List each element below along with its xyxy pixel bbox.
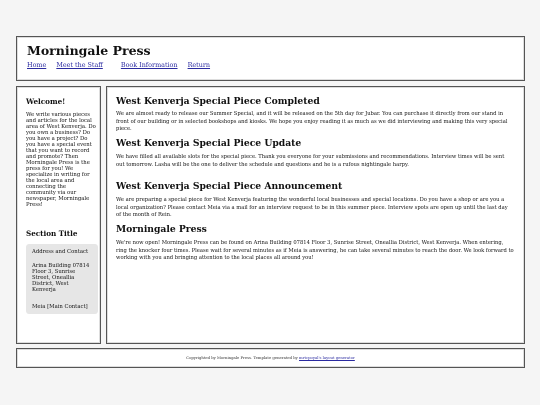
article-body: We're now open! Morningale Press can be found on Arina Building 07814 Floor 3, Sunrise Street, Oneallia District, West Kenverja. When entering, ring the knocker four times. Please wait for several minutes as if Meia is answering, he can take several minutes to reach the door. We look forward to working with you and bringing attention to the local places all around you! [116,240,514,261]
article-body: We are almost ready to release our Summer Special, and it will be released on the 5th day for Jubar. You can purchase it directly from our stand in front of our building or in selected bookshops and kiosks. We hope you enjoy reading it as much as we did interviewing and making this very special piece. [116,111,508,132]
article-title: Morningale Press [116,224,207,235]
welcome-heading: Welcome! [26,97,66,106]
sidebar [16,86,101,344]
address-label: Address and Contact [32,249,89,255]
footer-text [17,355,524,360]
article-title: West Kenverja Special Piece Completed [116,96,320,107]
site-title: Morningale Press [27,43,151,58]
nav-return-link[interactable]: Return [187,61,211,69]
address-text: Arina Building 07814 Floor 3, Sunrise Street, Oneallia District, West Kenverja [32,263,90,293]
footer [16,348,525,368]
main-nav [27,61,218,69]
contact-text: Meia [Main Contact] [32,304,88,310]
welcome-text: We write various pieces and articles for the local area of West Kenverja. Do you own a business? Do you have a project? Do you have a special event that you want to record and promote? Then Morningale Press is the press for you! We specialize in writing for the local area and connecting the community via our newspaper, Morningale Press! [26,112,96,208]
address-card [26,244,98,314]
copyright-text: Copyrighted by Morningale Press. Template generated by [186,355,298,360]
article-title: West Kenverja Special Piece Update [116,138,302,149]
nav-home-link[interactable]: Home [27,61,47,69]
nav-meet-the-staff-link[interactable]: Meet the Staff [56,61,103,69]
layout-generator-link[interactable]: mrtcpoyal's layout generator [299,355,355,360]
nav-book-information-link[interactable]: Book Information [120,61,178,69]
main-content [106,86,525,344]
article-body: We are preparing a special piece for West Kenverja featuring the wonderful local businesses and special locations. Do you have a shop or are you a local organization? Please contact Meia via a mail for an interview request to be in this summer piece. Interview spots are open up until the last day of the month of Rein. [116,197,508,218]
article-title: West Kenverja Special Piece Announcement [116,181,343,192]
section-title-heading: Section Title [26,229,78,238]
header [16,36,525,81]
article-body: We have filled all available slots for the special piece. Thank you everyone for your submissions and recommendations. Interview times will be sent out tomorrow. Lasha will be the one to deliver the schedule and questions and he is a rufous nightingale harpy. [116,154,505,168]
